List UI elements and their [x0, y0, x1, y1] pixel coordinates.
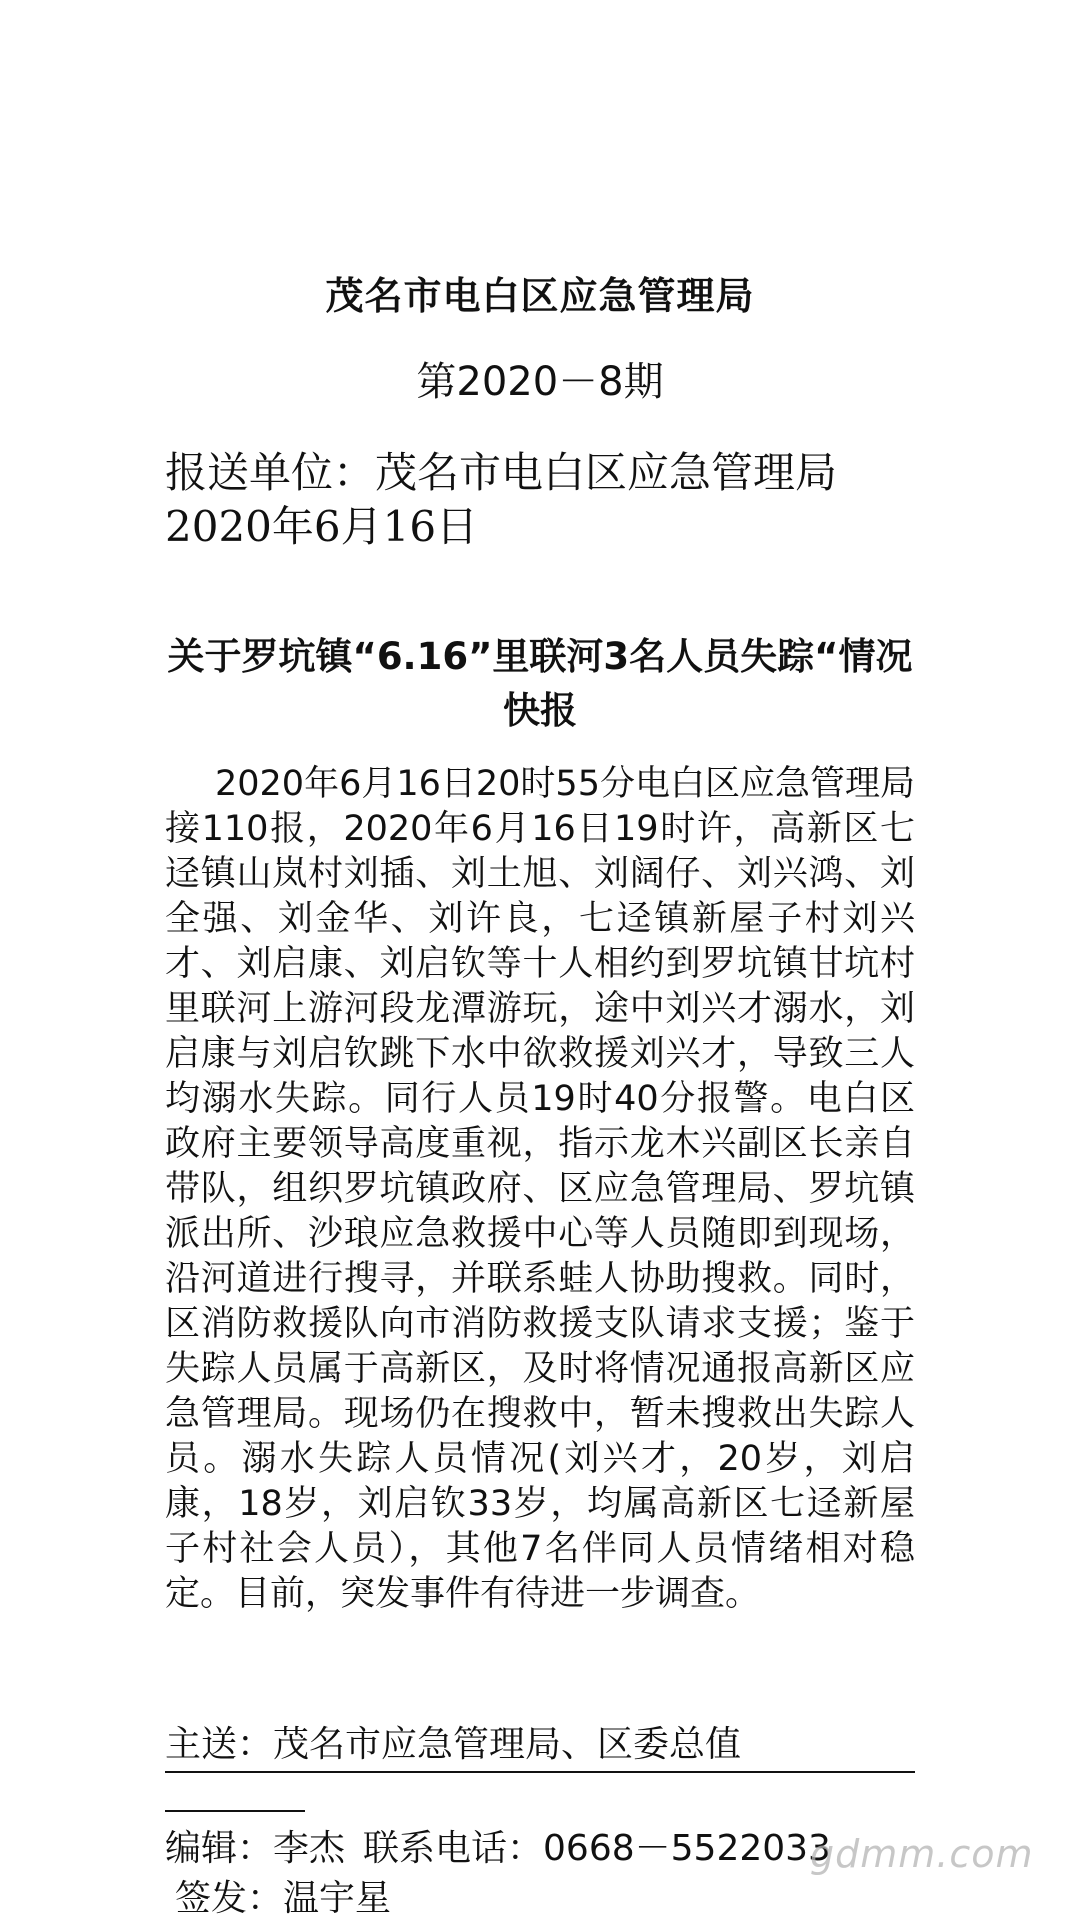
- editor-line: [165, 1820, 831, 1871]
- editor-name: 编辑：李杰: [165, 1828, 346, 1869]
- main-recipients: 主送：茂名市应急管理局、区委总值: [165, 1716, 915, 1773]
- watermark-text: gdmm.com: [810, 1832, 1034, 1876]
- sender-line: [165, 440, 837, 500]
- signer-line: 签发：温宇星: [175, 1878, 392, 1919]
- contact-phone: 联系电话：0668－5522033: [363, 1828, 831, 1869]
- report-title: 关于罗坑镇“6.16”里联河3名人员失踪“情况快报: [167, 635, 913, 732]
- report-date: 2020年6月16日: [165, 502, 479, 551]
- report-body: 2020年6月16日20时55分电白区应急管理局接110报，2020年6月16日19时许，高新区七迳镇山岚村刘插、刘土旭、刘阔仔、刘兴鸿、刘全强、刘金华、刘许良，七迳镇新屋子村刘兴才、刘启康、刘启钦等十人相约到罗坑镇甘坑村里联河上游河段龙潭游玩，途中刘兴才溺水，刘启康与刘启钦跳下水中欲救援刘兴才，导致三人均溺水失踪。同行人员19时40分报警。电白区政府主要领导高度重视，指示龙木兴副区长亲自带队，组织罗坑镇政府、区应急管理局、罗坑镇派出所、沙琅应急救援中心等人员随即到现场，沿河道进行搜寻，并联系蛙人协助搜救。同时，区消防救援队向市消防救援支队请求支援；鉴于失踪人员属于高新区，及时将情况通报高新区应急管理局。现场仍在搜救中，暂未搜救出失踪人员。溺水失踪人员情况(刘兴才，20岁，刘启康，18岁，刘启钦33岁，均属高新区七迳新屋子村社会人员），其他7名伴同人员情绪相对稳定。目前，突发事件有待进一步调查。: [165, 764, 915, 1614]
- agency-header: 茂名市电白区应急管理局: [325, 274, 755, 318]
- sender-name: 茂名市电白区应急管理局: [375, 448, 838, 497]
- sender-label: 报送单位：: [165, 448, 376, 497]
- issue-number: 第2020－8期: [416, 359, 664, 405]
- divider-rule: [165, 1810, 305, 1812]
